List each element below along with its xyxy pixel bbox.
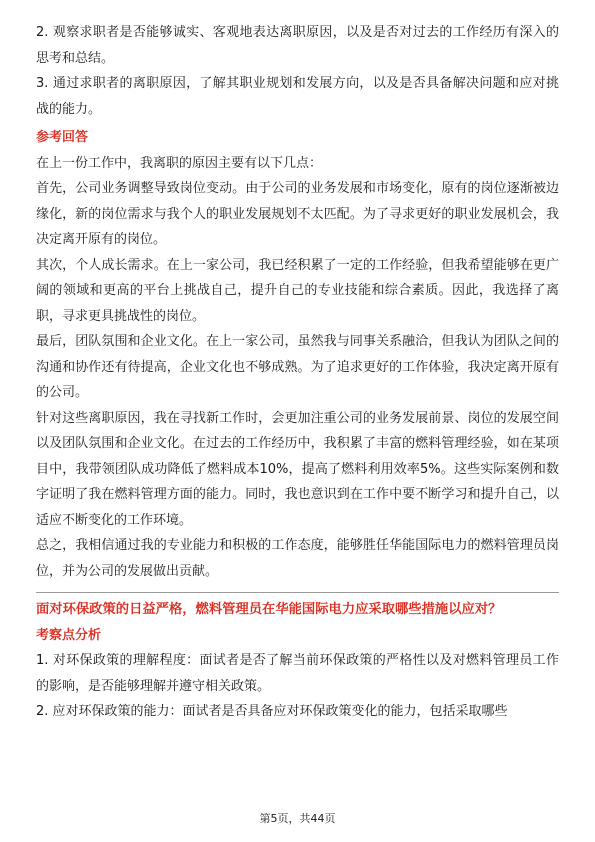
section-divider: [36, 592, 559, 593]
answer-heading: 参考回答: [36, 130, 89, 145]
answer-paragraph: 最后，团队氛围和企业文化。在上一家公司，虽然我与同事关系融洽，但我认为团队之间的沟通和协作还有待提高，企业文化也不够成熟。为了追求更好的工作体验，我决定离开原有的公司。: [36, 334, 559, 400]
analysis-point-1: 1. 对环保政策的理解程度：面试者是否了解当前环保政策的严格性以及对燃料管理员工作的影响，是否能够理解并遵守相关政策。: [36, 653, 559, 694]
analysis-heading: 考察点分析: [36, 627, 102, 643]
analysis-point-2: 2. 应对环保政策的能力：面试者是否具备应对环保政策变化的能力，包括采取哪些: [36, 704, 508, 719]
intro-point-2: 2. 观察求职者是否能够诚实、客观地表达离职原因，以及是否对过去的工作经历有深入的思考和总结。: [36, 25, 559, 66]
answer-paragraph: 在上一份工作中，我离职的原因主要有以下几点：: [36, 155, 323, 171]
answer-paragraph: 针对这些离职原因，我在寻找新工作时，会更加注重公司的业务发展前景、岗位的发展空间以及团队氛围和企业文化。在过去的工作经历中，我积累了丰富的燃料管理经验，如在某项目中，我带领团队成功降低了燃料成本10%，提高了燃料利用效率5%。这些实际案例和数字证明了我在燃料管理方面的能力。同时，我也意识到在工作中要不断学习和提升自己，以适应不断变化的工作环境。: [36, 410, 559, 528]
answer-paragraph: 首先，公司业务调整导致岗位变动。由于公司的业务发展和市场变化，原有的岗位逐渐被边缘化，新的岗位需求与我个人的职业发展规划不太匹配。为了寻求更好的职业发展机会，我决定离开原有的岗位。: [36, 181, 559, 247]
answer-paragraph: 其次，个人成长需求。在上一家公司，我已经积累了一定的工作经验，但我希望能够在更广阔的领域和更高的平台上挑战自己，提升自己的专业技能和综合素质。因此，我选择了离职，寻求更具挑战性的岗位。: [36, 257, 559, 324]
page-footer: 第5页，共44页: [259, 812, 336, 825]
intro-point-3: 3. 通过求职者的离职原因，了解其职业规划和发展方向，以及是否具备解决问题和应对挑战的能力。: [36, 76, 559, 117]
question-title: 面对环保政策的日益严格，燃料管理员在华能国际电力应采取哪些措施以应对？: [36, 602, 502, 617]
document-page: [36, 20, 559, 725]
answer-paragraph: 总之，我相信通过我的专业能力和积极的工作态度，能够胜任华能国际电力的燃料管理员岗位，并为公司的发展做出贡献。: [36, 538, 559, 579]
